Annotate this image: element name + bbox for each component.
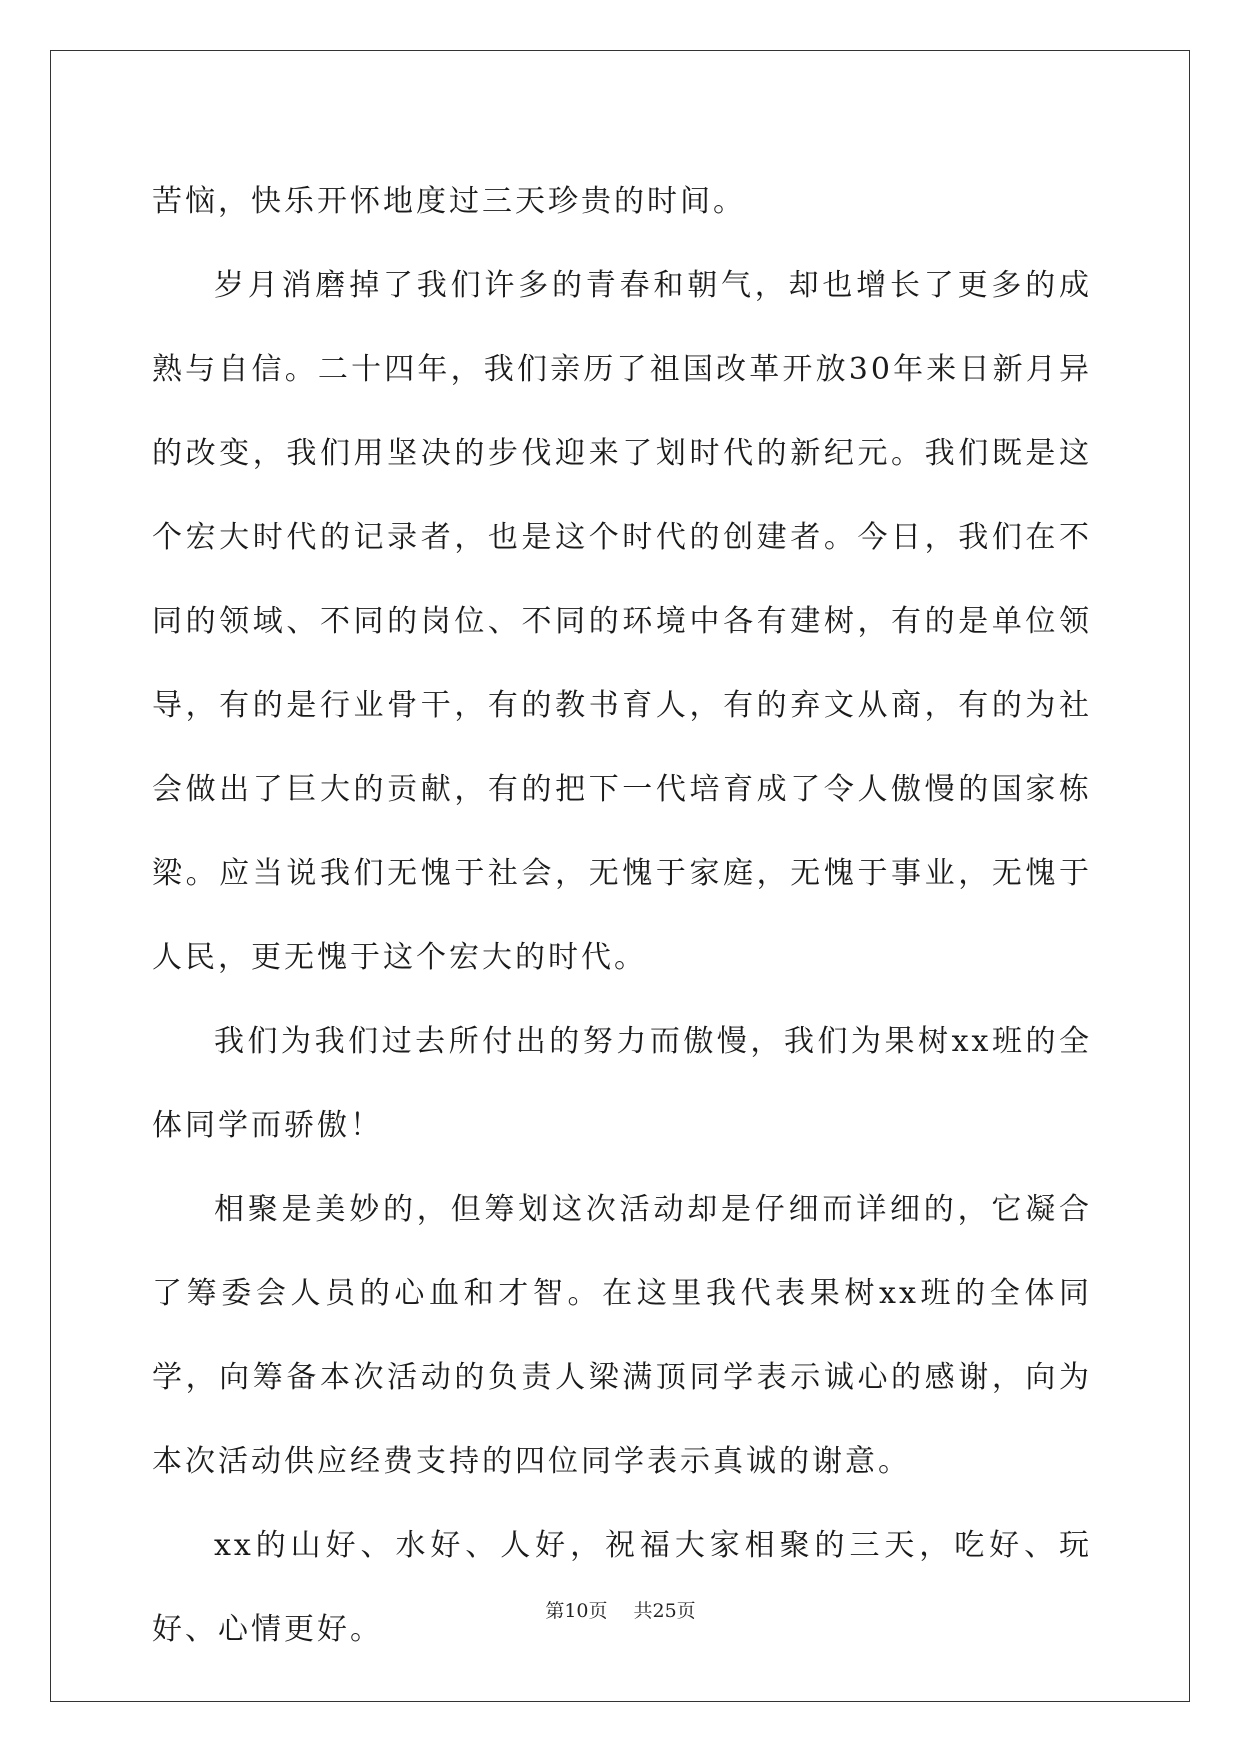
paragraph: 岁月消磨掉了我们许多的青春和朝气，却也增长了更多的成熟与自信。二十四年，我们亲历了祖国改革开放30年来日新月异的改变，我们用坚决的步伐迎来了划时代的新纪元。我们既是这个宏大时代的记录者，也是这个时代的创建者。今日，我们在不同的领域、不同的岗位、不同的环境中各有建树，有的是单位领导，有的是行业骨干，有的教书育人，有的弃文从商，有的为社会做出了巨大的贡献，有的把下一代培育成了令人傲慢的国家栋梁。应当说我们无愧于社会，无愧于家庭，无愧于事业，无愧于人民，更无愧于这个宏大的时代。 (152, 268, 1092, 975)
paragraph: 我们为我们过去所付出的努力而傲慢，我们为果树xx班的全体同学而骄傲！ (152, 1024, 1092, 1143)
page-total: 共25页 (633, 1600, 696, 1622)
page-footer (0, 1596, 1241, 1623)
document-body (152, 160, 1092, 1672)
paragraph-continued: 苦恼，快乐开怀地度过三天珍贵的时间。 (152, 184, 746, 219)
paragraph: xx的山好、水好、人好，祝福大家相聚的三天，吃好、玩好、心情更好。 (152, 1528, 1092, 1647)
paragraph: 相聚是美妙的，但筹划这次活动却是仔细而详细的，它凝合了筹委会人员的心血和才智。在这里我代表果树xx班的全体同学，向筹备本次活动的负责人梁满顶同学表示诚心的感谢，向为本次活动供应经费支持的四位同学表示真诚的谢意。 (152, 1192, 1092, 1479)
page-number: 第10页 (545, 1600, 608, 1622)
